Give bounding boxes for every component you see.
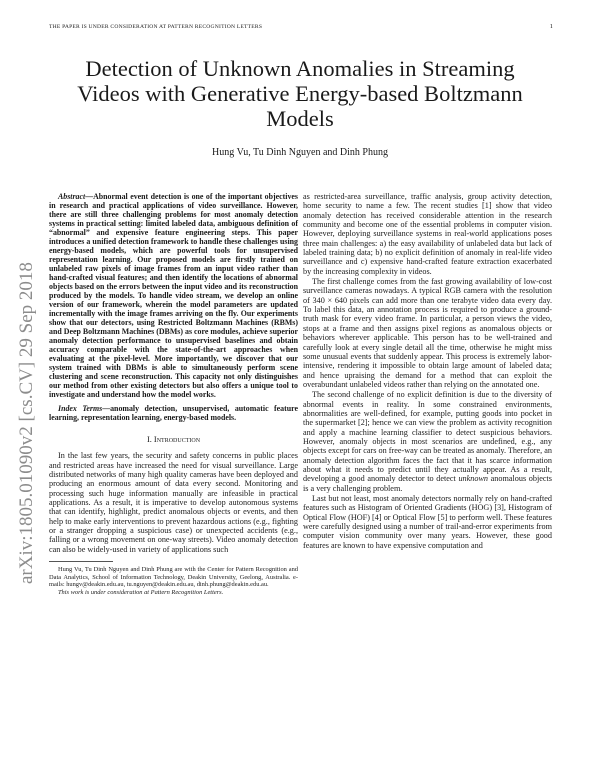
intro-paragraph: In the last few years, the security and safety concerns in public places and restricted areas have increased the need for visual surveillance. Large distributed networks of many high quality cameras have been deployed and producing an enormous amount of data every second. Monitoring and processing such huge information manually are infeasible in practical applications. As a result, it is imperative to develop autonomous systems that can identify, highlight, predict anomalous objects or events, and then help to make early interventions to prevent hazardous actions (e.g., fighting or a stranger dropping a suspicious case) or unexpected accidents (e.g., falling or a wrong movement on one-way streets). Video anomaly detection can also be widely-used in variety of applications such — [49, 451, 298, 554]
author-list: Hung Vu, Tu Dinh Nguyen and Dinh Phung — [212, 147, 388, 158]
running-head: THE PAPER IS UNDER CONSIDERATION AT PATTERN RECOGNITION LETTERS — [49, 24, 263, 30]
second-challenge-text-b: anomalous objects is a very challenging problem. — [303, 474, 552, 493]
second-challenge-paragraph — [303, 390, 552, 493]
footnote-divider — [49, 561, 113, 562]
second-challenge-text-a: The second challenge of no explicit definition is due to the diversity of abnormal events in reality. In some constrained environments, abnormalities are well-defined, for example, putting goods into pocket in the supermarket [2]; hence we can view the problem as activity recognition and apply a machine learning classifier to detect suspicious behaviors. However, anomaly objects in most scenarios are undefined, e.g., any objects except for cars on free-way can be treated as anomaly. Therefore, an anomaly detection algorithm faces the fact that it has scarce information about what it needs to predict until they actually appear. As a result, developing a good anomaly detector to detect — [303, 390, 552, 484]
right-column — [303, 192, 552, 550]
index-terms-text: —anomaly detection, unsupervised, automatic feature learning, representation learning, energy-based models. — [49, 404, 298, 422]
second-challenge-emphasis: unknown — [458, 474, 489, 484]
left-column — [49, 192, 298, 597]
paper-title: Detection of Unknown Anomalies in Streaming Videos with Generative Energy-based Boltzmann Models — [77, 56, 523, 131]
section-heading-introduction: I. Introduction — [146, 435, 201, 444]
first-challenge-paragraph: The first challenge comes from the fast growing availability of low-cost surveillance cameras nowadays. A typical RGB camera with the resolution of 340 × 640 pixels can add more than one terabyte video data every day. To label this data, an annotation process is required to produce a ground-truth mask for every video frame. In particular, a person views the video, stops at a frame and then assigns pixel regions as anomalous objects or behaviors wherever applicable. This person has to be well-trained and carefully look at every single detail all the time, otherwise he might miss some unusual events that suddenly appear. This process is extremely labor-intensive, rendering it impossible to obtain large amount of labeled data; and hence upraising the demand for a method that can exploit the overabundant unlabeled videos rather than relying on the annotated one. — [303, 277, 552, 389]
arxiv-stamp: arXiv:1805.01090v2 [cs.CV] 29 Sep 2018 — [16, 262, 37, 584]
abstract-text: —Abnormal event detection is one of the important objectives in research and practical applications of video surveillance. However, there are still three challenging problems for most anomaly detection systems in practical setting: limited labeled data, ambiguous definition of “abnormal” and expensive feature engineering steps. This paper introduces a unified detection framework to handle these challenges using energy-based models, which are powerful tools for unsupervised representation learning. Our proposed models are firstly trained on unlabeled raw pixels of image frames from an input video rather than hand-crafted visual features; and then identify the locations of abnormal objects based on the errors between the input video and its reconstruction produced by the models. To handle video stream, we develop an online version of our framework, wherein the model parameters are updated incrementally with the image frames arriving on the fly. Our experiments show that our detectors, using Restricted Boltzmann Machines (RBMs) and Deep Boltzmann Machines (DBMs) as core modules, achieve superior anomaly detection performance to unsupervised baselines and obtain accuracy comparable with the state-of-the-art approaches when evaluating at the pixel-level. More importantly, we discover that our system trained with DBMs is able to simultaneously perform scene clustering and scene reconstruction. This capacity not only distinguishes our method from other existing detectors but also offers a unique tool to investigate and understand how the model works. — [49, 192, 298, 399]
third-challenge-paragraph: Last but not least, most anomaly detectors normally rely on hand-crafted features such as Histogram of Oriented Gradients (HOG) [3], Histogram of Optical Flow (HOF) [4] or Optical Flow [5] to perform well. These features were carefully designed using a number of trail-and-error experiments from computer vision community over many years. However, these good features are known to have expensive computation and — [303, 494, 552, 550]
index-terms — [49, 404, 298, 422]
index-terms-label: Index Terms — [58, 404, 103, 413]
abstract — [49, 192, 298, 399]
intro-continuation-paragraph: as restricted-area surveillance, traffic analysis, group activity detection, home security to name a few. The recent studies [1] show that video anomaly detection has received considerable attention in the research community and become one of the essential problems in computer vision. However, deploying surveillance systems in real-world applications poses three main challenges: a) the easy availability of unlabeled data but lack of labeled training data; b) no explicit definition of anomaly in real-life video surveillance and c) expensive hand-crafted feature extraction exacerbated by the increasing complexity in videos. — [303, 192, 552, 276]
footnote-affiliation: Hung Vu, Tu Dinh Nguyen and Dinh Phung are with the Center for Pattern Recognition and Data Analytics, School of Information Technology, Deakin University, Geelong, Australia. e-mails: hungv@deakin.edu.au, tu.nguyen@deakin.edu.au, dinh.phung@deakin.edu.au. — [49, 566, 298, 588]
page-number: 1 — [549, 23, 553, 30]
footnote-consideration: This work is under consideration at Pattern Recognition Letters. — [58, 589, 224, 597]
abstract-label: Abstract — [58, 192, 86, 201]
